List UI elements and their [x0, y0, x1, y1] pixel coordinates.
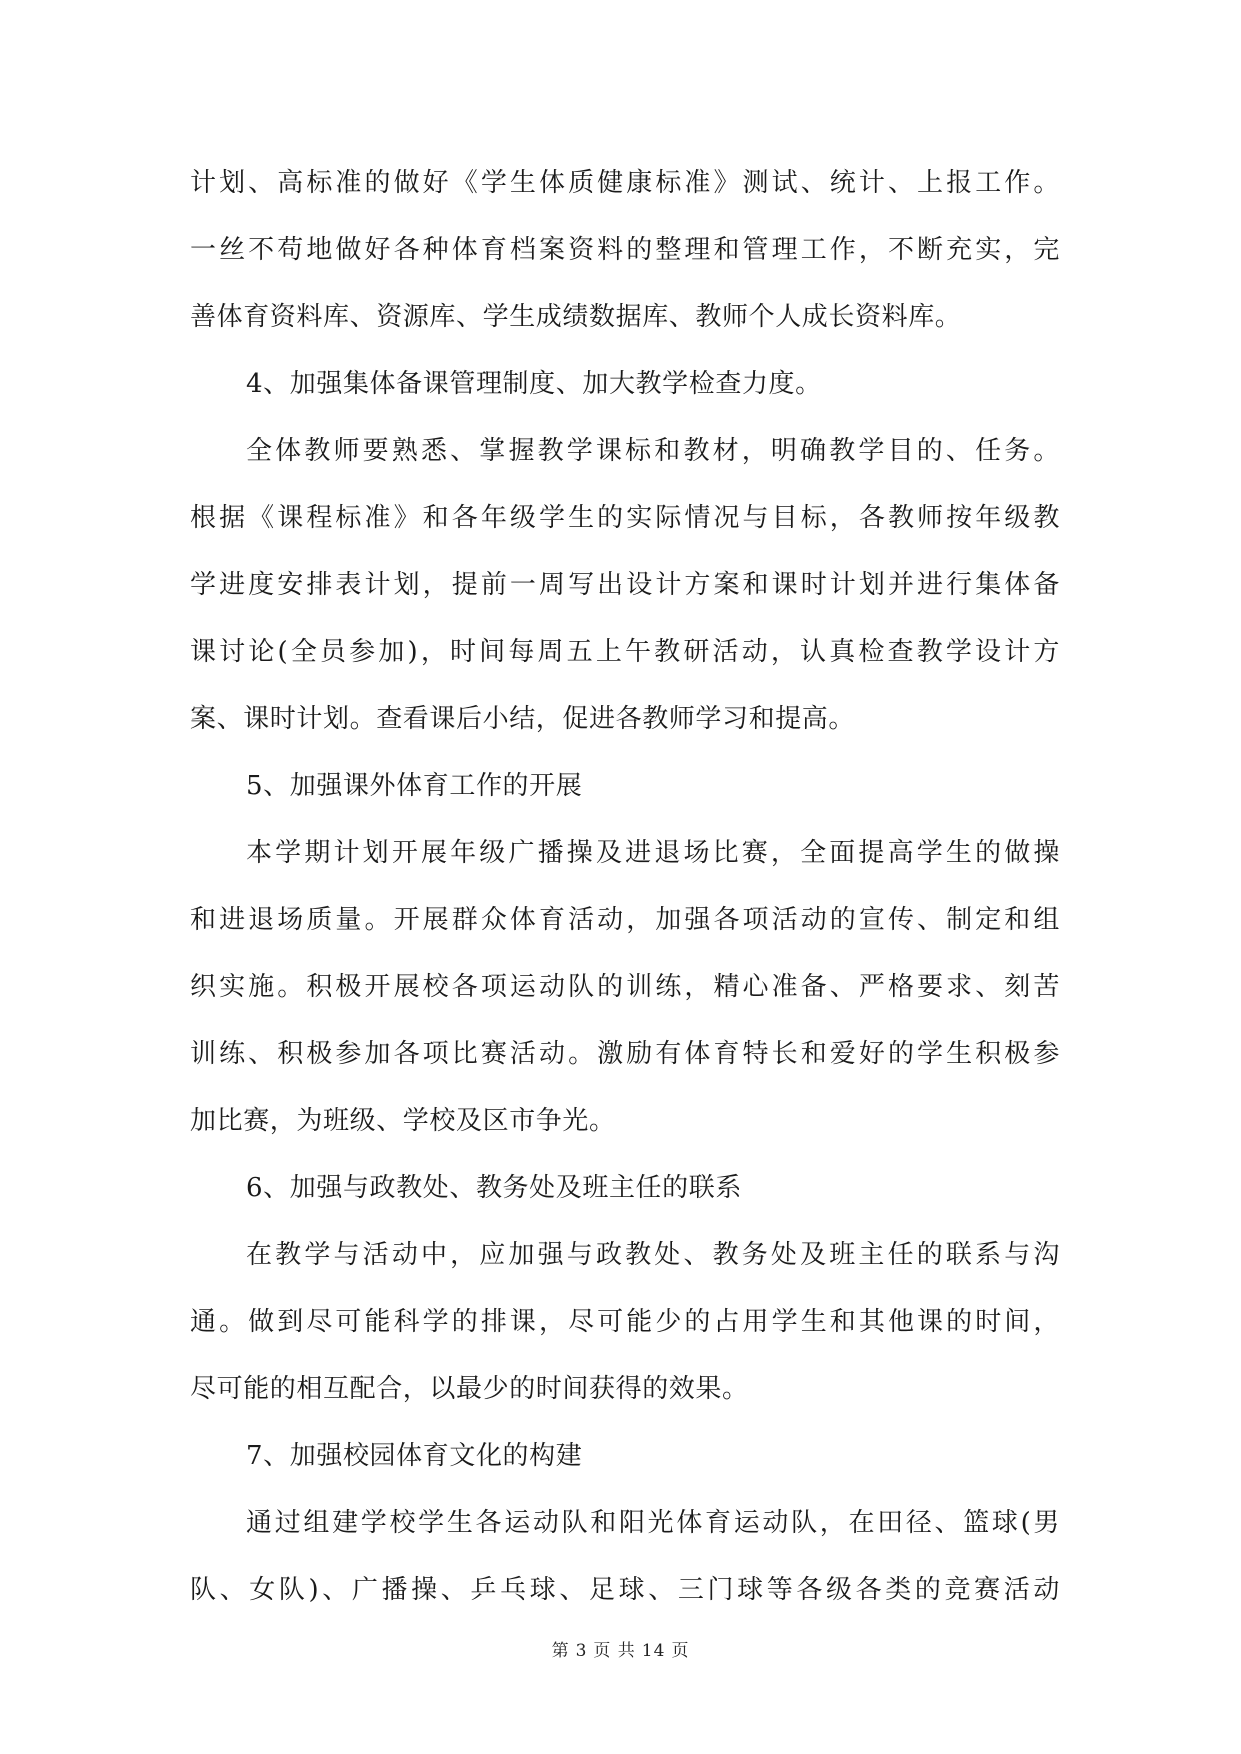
text-line: 在教学与活动中，应加强与政教处、教务处及班主任的联系与沟 [246, 1240, 1060, 1270]
footer-suffix: 页 [671, 1641, 690, 1661]
text-line: 善体育资料库、资源库、学生成绩数据库、教师个人成长资料库。 [190, 302, 962, 332]
section-heading: 6、加强与政教处、教务处及班主任的联系 [246, 1173, 742, 1203]
text-line: 课讨论(全员参加)，时间每周五上午教研活动，认真检查教学设计方 [190, 637, 1060, 667]
text-line: 本学期计划开展年级广播操及进退场比赛，全面提高学生的做操 [246, 838, 1060, 868]
text-line: 全体教师要熟悉、掌握教学课标和教材，明确教学目的、任务。 [246, 436, 1060, 466]
text-line: 和进退场质量。开展群众体育活动，加强各项活动的宣传、制定和组 [190, 905, 1060, 935]
document-body [190, 150, 1060, 1624]
text-line: 通过组建学校学生各运动队和阳光体育运动队，在田径、篮球(男 [246, 1508, 1060, 1538]
page-number: 3 [575, 1641, 588, 1661]
section-heading: 5、加强课外体育工作的开展 [246, 771, 583, 801]
page-footer [0, 1636, 1241, 1661]
text-line: 通。做到尽可能科学的排课，尽可能少的占用学生和其他课的时间， [190, 1307, 1060, 1337]
text-line: 加比赛，为班级、学校及区市争光。 [190, 1106, 616, 1136]
section-heading: 7、加强校园体育文化的构建 [246, 1441, 583, 1471]
text-line: 一丝不苟地做好各种体育档案资料的整理和管理工作，不断充实，完 [190, 235, 1060, 265]
footer-middle: 页 共 [593, 1641, 636, 1661]
total-pages: 14 [641, 1641, 666, 1661]
text-line: 案、课时计划。查看课后小结，促进各教师学习和提高。 [190, 704, 856, 734]
text-line: 计划、高标准的做好《学生体质健康标准》测试、统计、上报工作。 [190, 168, 1060, 198]
text-line: 根据《课程标准》和各年级学生的实际情况与目标，各教师按年级教 [190, 503, 1060, 533]
section-heading: 4、加强集体备课管理制度、加大教学检查力度。 [246, 369, 822, 399]
footer-prefix: 第 [551, 1641, 570, 1661]
text-line: 织实施。积极开展校各项运动队的训练，精心准备、严格要求、刻苦 [190, 972, 1060, 1002]
text-line: 尽可能的相互配合，以最少的时间获得的效果。 [190, 1374, 749, 1404]
text-line: 训练、积极参加各项比赛活动。激励有体育特长和爱好的学生积极参 [190, 1039, 1060, 1069]
text-line: 学进度安排表计划，提前一周写出设计方案和课时计划并进行集体备 [190, 570, 1060, 600]
text-line: 队、女队)、广播操、乒乓球、足球、三门球等各级各类的竞赛活动 [190, 1575, 1060, 1605]
